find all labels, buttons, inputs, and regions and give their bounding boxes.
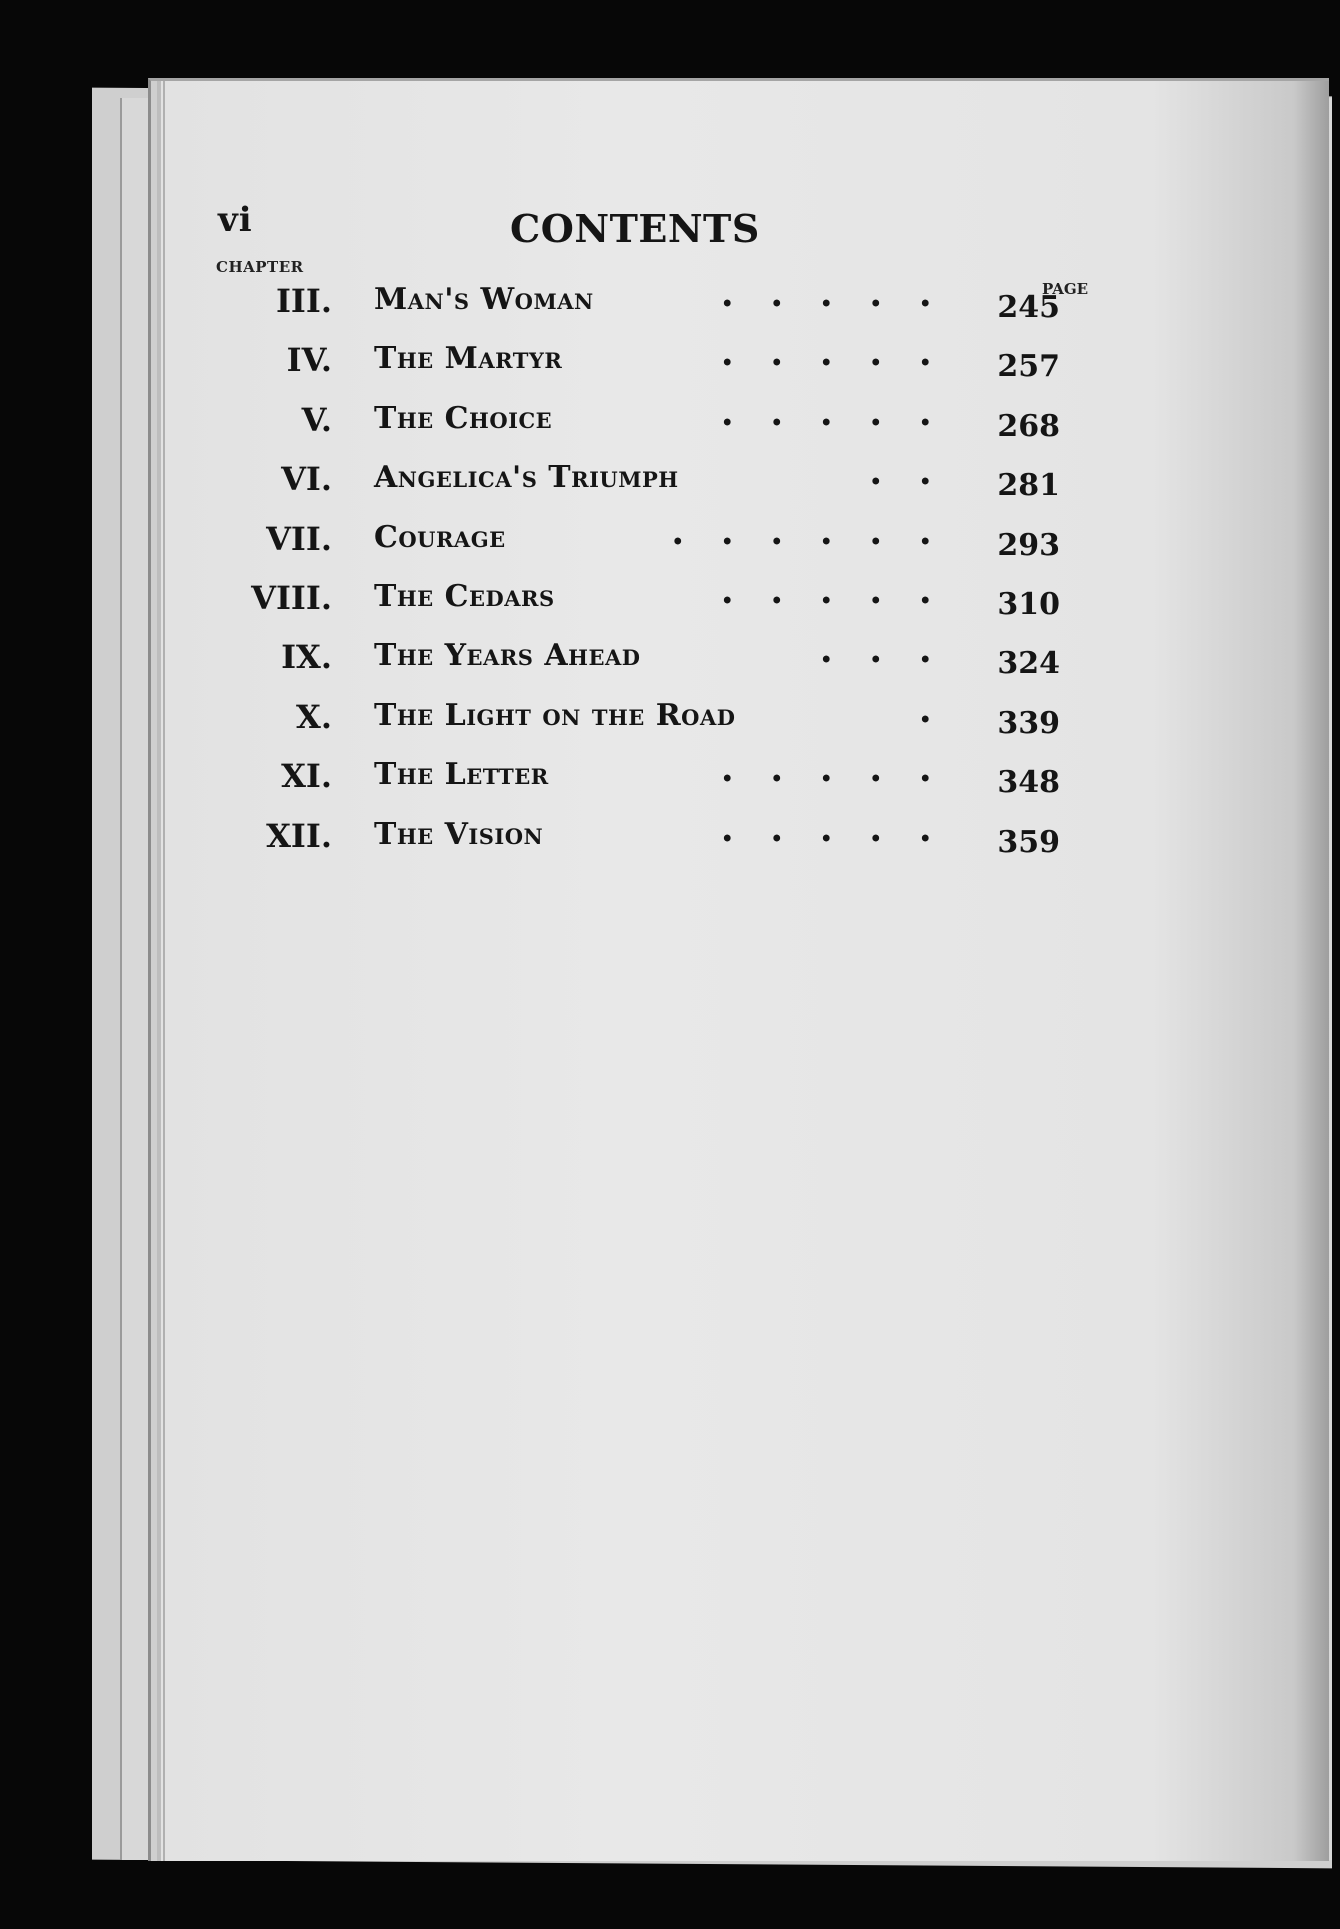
- chapter-title: Angelica's Triumph: [374, 460, 679, 496]
- chapter-page: 359: [997, 824, 1060, 860]
- dot-leader: [835, 474, 950, 488]
- chapter-page: 324: [997, 646, 1060, 682]
- dot-leader: [890, 712, 950, 726]
- chapter-title: Man's Woman: [374, 282, 594, 317]
- chapter-number: IV.: [286, 341, 332, 380]
- chapter-page: 348: [997, 765, 1060, 801]
- page-number-folio: vi: [218, 200, 253, 240]
- chapter-title: The Martyr: [374, 341, 563, 377]
- running-head: CONTENTS: [510, 206, 760, 251]
- dot-leader: [690, 831, 950, 845]
- chapter-title: The Cedars: [374, 578, 555, 614]
- toc-entry: [210, 339, 1090, 398]
- dot-leader: [690, 415, 950, 429]
- chapter-number: XII.: [266, 816, 332, 855]
- dot-leader: [790, 652, 950, 666]
- chapter-number: V.: [301, 400, 332, 439]
- chapter-page: 268: [997, 408, 1060, 444]
- chapter-number: XI.: [281, 757, 332, 796]
- chapter-number: VIII.: [251, 578, 332, 617]
- chapter-title: Courage: [374, 519, 506, 555]
- table-of-contents: [210, 280, 1090, 874]
- toc-entry: [210, 815, 1090, 874]
- page-column-label: PAGE: [1042, 280, 1089, 298]
- chapter-number: X.: [296, 697, 332, 736]
- chapter-title: The Letter: [374, 757, 549, 793]
- toc-entry: [210, 577, 1090, 636]
- toc-entry: [210, 518, 1090, 577]
- dot-leader: [640, 534, 950, 548]
- chapter-page: 310: [997, 586, 1060, 622]
- chapter-number: VI.: [281, 460, 332, 499]
- page-gutter-line: [163, 81, 165, 1861]
- dot-leader: [690, 771, 950, 785]
- dot-leader: [690, 593, 950, 607]
- chapter-title: The Light on the Road: [374, 697, 736, 733]
- chapter-number: VII.: [266, 519, 332, 558]
- chapter-page: 293: [997, 527, 1060, 563]
- toc-entry: [210, 755, 1090, 814]
- chapter-page: 339: [997, 705, 1060, 741]
- dot-leader: [710, 296, 950, 310]
- chapter-number: III.: [275, 282, 332, 320]
- chapter-page: 257: [997, 349, 1060, 385]
- toc-entry: [210, 399, 1090, 458]
- chapter-number: IX.: [281, 638, 332, 677]
- toc-entry: [210, 280, 1090, 339]
- chapter-page: 245: [997, 290, 1060, 325]
- dot-leader: [690, 355, 950, 369]
- toc-entry: [210, 696, 1090, 755]
- chapter-title: The Vision: [374, 816, 544, 852]
- toc-entry: [210, 458, 1090, 517]
- chapter-title: The Choice: [374, 400, 553, 436]
- chapter-title: The Years Ahead: [374, 638, 641, 674]
- chapter-page: 281: [997, 468, 1060, 504]
- chapter-column-label: CHAPTER: [216, 258, 304, 276]
- toc-entry: [210, 636, 1090, 695]
